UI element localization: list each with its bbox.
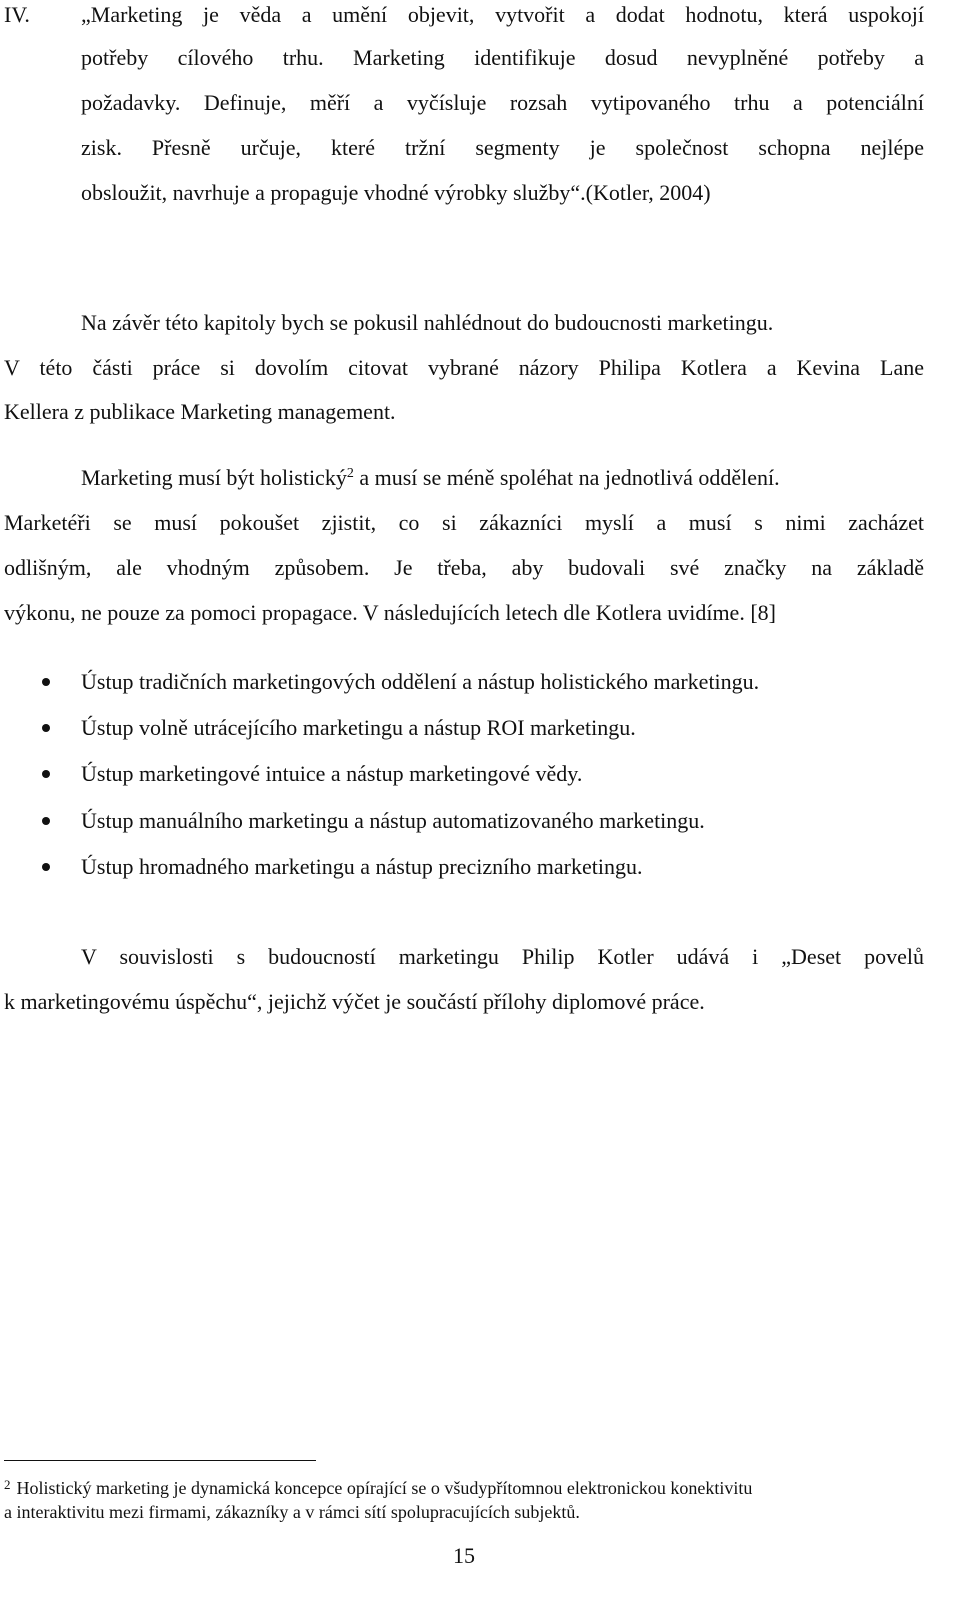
list-item-text: Ústup manuálního marketingu a nástup automatizovaného marketingu. <box>81 808 705 833</box>
paragraph-line: odlišným, ale vhodným způsobem. Je třeba, aby budovali své značky na základě <box>4 555 924 580</box>
section-number: IV. <box>4 2 30 27</box>
footnote-text: Holistický marketing je dynamická koncepce opírající se o všudypřítomnou elektronickou konektivitu <box>16 1478 753 1498</box>
quote-line: požadavky. Definuje, měří a vyčísluje rozsah vytipovaného trhu a potenciální <box>81 90 924 115</box>
bullet-icon <box>42 724 50 732</box>
footnote-separator <box>4 1460 316 1461</box>
footnote-line <box>4 1476 752 1500</box>
footnote-mark: 2 <box>4 1477 11 1492</box>
page-number: 15 <box>453 1543 475 1568</box>
quote-line: zisk. Přesně určuje, které tržní segmenty je společnost schopna nejlépe <box>81 135 924 160</box>
paragraph-text: a musí se méně spoléhat na jednotlivá oddělení. <box>353 465 780 490</box>
quote-line: potřeby cílového trhu. Marketing identifikuje dosud nevyplněné potřeby a <box>81 45 924 70</box>
list-item-text: Ústup tradičních marketingových oddělení a nástup holistického marketingu. <box>81 669 760 694</box>
paragraph-line: k marketingovému úspěchu“, jejichž výčet je součástí přílohy diplomové práce. <box>4 989 705 1014</box>
quote-line: obsloužit, navrhuje a propaguje vhodné výrobky služby“.(Kotler, 2004) <box>81 180 711 205</box>
list-item-text: Ústup marketingové intuice a nástup marketingové vědy. <box>81 761 583 786</box>
paragraph-line: Marketéři se musí pokoušet zjistit, co si zákazníci myslí a musí s nimi zacházet <box>4 510 924 535</box>
paragraph-line: Kellera z publikace Marketing management. <box>4 399 396 424</box>
paragraph-line <box>81 463 924 493</box>
paragraph-line: Na závěr této kapitoly bych se pokusil nahlédnout do budoucnosti marketingu. <box>81 310 774 335</box>
bullet-icon <box>42 678 50 686</box>
paragraph-line: V této části práce si dovolím citovat vybrané názory Philipa Kotlera a Kevina Lane <box>4 355 924 380</box>
bullet-icon <box>42 863 50 871</box>
bullet-icon <box>42 770 50 778</box>
paragraph-line: výkonu, ne pouze za pomoci propagace. V následujících letech dle Kotlera uvidíme. [8] <box>4 600 776 625</box>
paragraph-line: V souvislosti s budoucností marketingu Philip Kotler udává i „Deset povelů <box>81 944 924 969</box>
list-item-text: Ústup volně utrácejícího marketingu a nástup ROI marketingu. <box>81 715 636 740</box>
paragraph-text: Marketing musí být holistický <box>81 465 347 490</box>
quote-line: „Marketing je věda a umění objevit, vytvořit a dodat hodnotu, která uspokojí <box>81 2 924 27</box>
list-item-text: Ústup hromadného marketingu a nástup precizního marketingu. <box>81 854 643 879</box>
bullet-icon <box>42 817 50 825</box>
footnote-line: a interaktivitu mezi firmami, zákazníky a v rámci sítí spolupracujících subjektů. <box>4 1502 580 1522</box>
footnote-reference[interactable]: 2 <box>346 466 354 481</box>
